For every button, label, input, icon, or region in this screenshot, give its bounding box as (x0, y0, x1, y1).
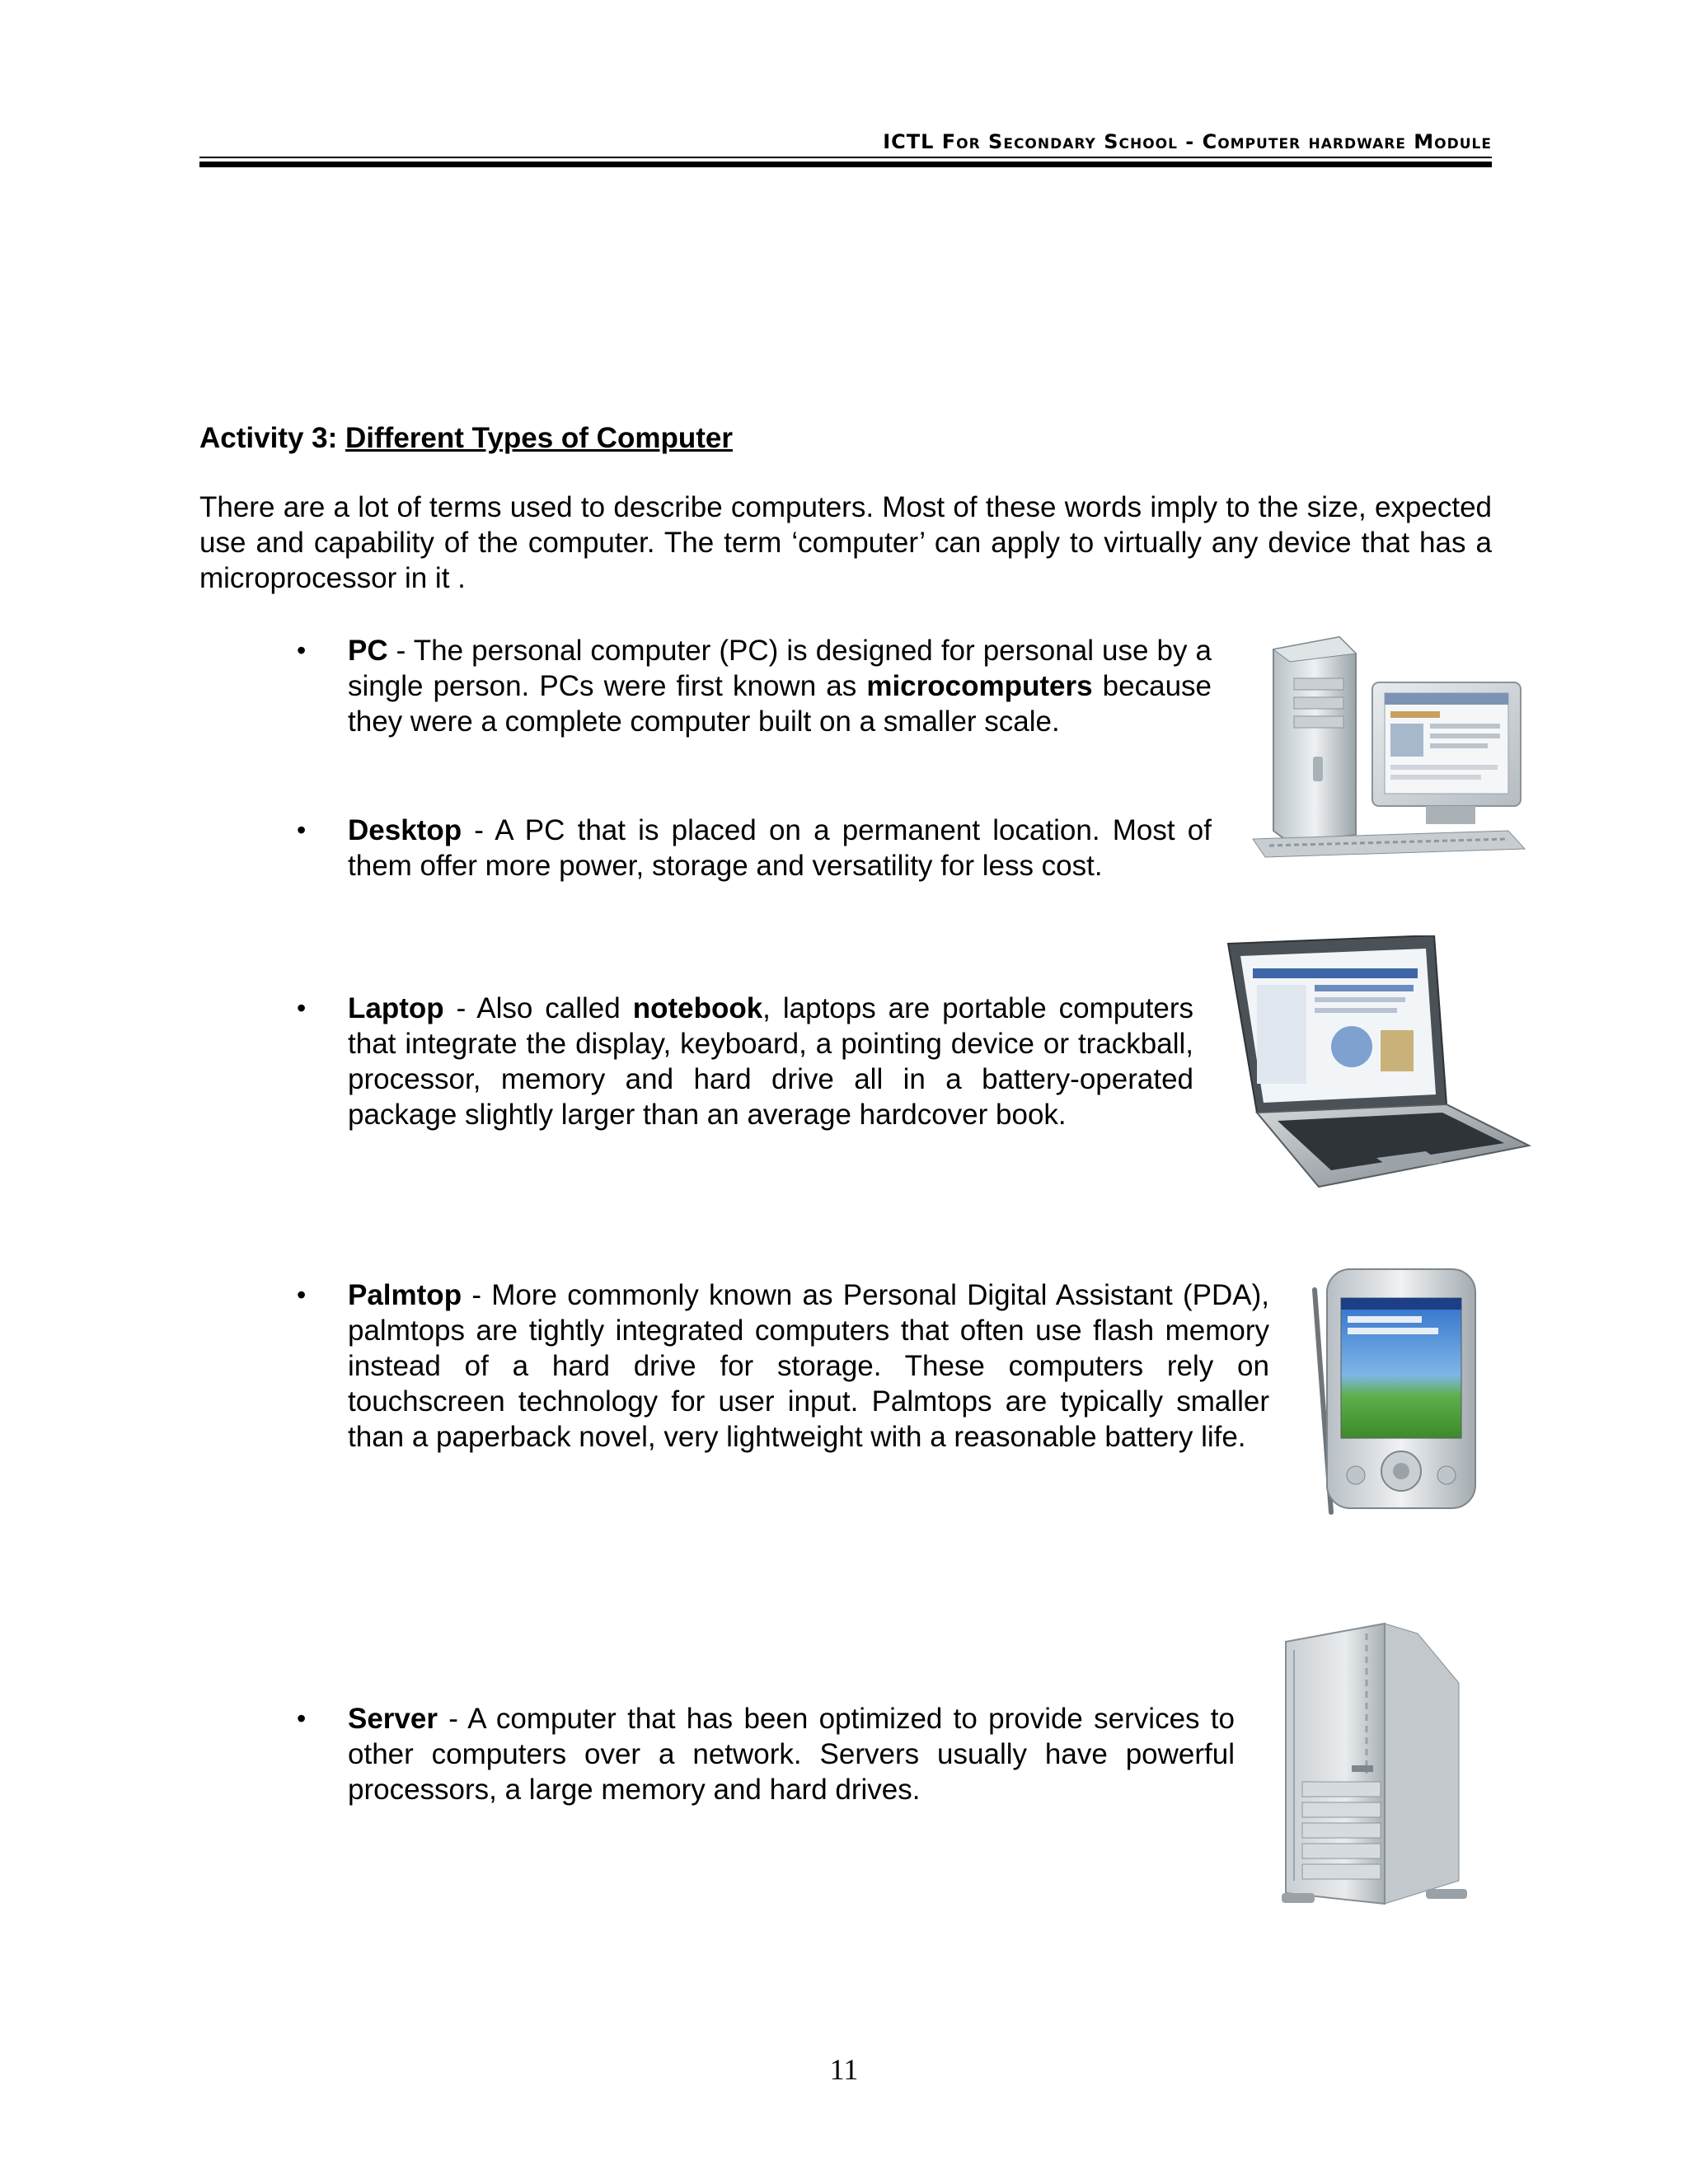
text-laptop-a: - Also called (443, 992, 633, 1024)
text-laptop-c: , laptops are portable computers that integrate the display, keyboard, a pointing device or trackball, processor, memory and hard drive all in a battery-operated package slightly larger than an average hardcover book. (348, 992, 1194, 1131)
page-number: 11 (829, 2053, 859, 2086)
header-rule-thick (199, 162, 1492, 167)
header-title: ICTL For Secondary School - Computer hardware Module (883, 130, 1492, 153)
text-palmtop: - More commonly known as Personal Digital Assistant (PDA), palmtops are tightly integrated computers that often use flash memory instead of a hard drive for storage. These computers rely on touchscreen technology for user input. Palmtops are typically smaller than a paperback novel, very lightweight with a reasonable battery life. (348, 1279, 1269, 1453)
pc-illustration (1249, 633, 1533, 864)
bullet-pc: • (297, 635, 307, 665)
activity-prefix: Activity 3: (199, 422, 338, 454)
term-server: Server (348, 1703, 438, 1735)
bullet-laptop: • (297, 993, 307, 1023)
item-palmtop (348, 1277, 1269, 1455)
text-pc-c: because they were a complete computer built on a smaller scale. (348, 670, 1212, 738)
laptop-illustration (1220, 935, 1533, 1191)
text-desktop: - A PC that is placed on a permanent location. Most of them offer more power, storage and versatility for less cost. (348, 814, 1212, 882)
item-desktop (348, 813, 1212, 883)
bullet-server: • (297, 1704, 307, 1733)
text-pc-a: - The personal computer (PC) is designed for personal use by a single person. PCs were first known as (348, 635, 1212, 702)
pda-illustration (1290, 1265, 1512, 1521)
item-pc (348, 633, 1212, 739)
bold-microcomputers: microcomputers (866, 670, 1093, 702)
bullet-desktop: • (297, 815, 307, 845)
header-rule-thin (199, 157, 1492, 158)
intro-paragraph: There are a lot of terms used to describe computers. Most of these words imply to the size, expected use and capability of the computer. The term ‘computer’ can apply to virtually any device that has a microprocessor in it . (199, 491, 1492, 594)
term-palmtop: Palmtop (348, 1279, 462, 1311)
term-desktop: Desktop (348, 814, 462, 846)
item-laptop (348, 991, 1193, 1132)
term-laptop: Laptop (348, 992, 444, 1024)
item-server (348, 1701, 1235, 1807)
bullet-palmtop: • (297, 1280, 307, 1310)
text-server: - A computer that has been optimized to provide services to other computers over a network. Servers usually have powerful processors, a large memory and hard drives. (348, 1703, 1235, 1806)
bold-notebook: notebook (632, 992, 763, 1024)
server-illustration (1261, 1617, 1492, 1915)
activity-title (199, 422, 733, 455)
activity-heading: Different Types of Computer (345, 422, 733, 454)
term-pc: PC (348, 635, 388, 667)
